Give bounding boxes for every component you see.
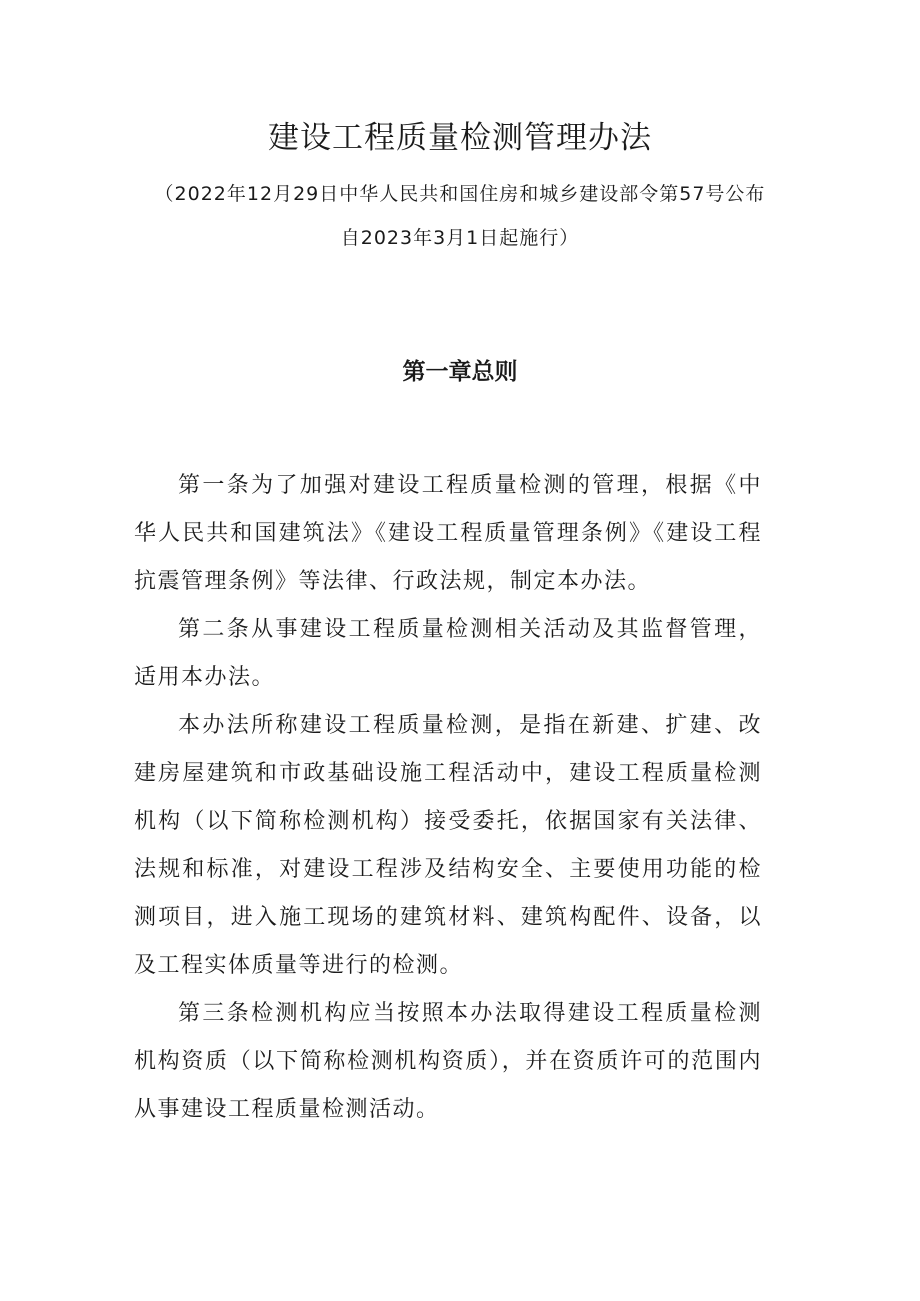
article-2-definition-paragraph: 本办法所称建设工程质量检测，是指在新建、扩建、改建房屋建筑和市政基础设施工程活动中，建设工程质量检测机构（以下简称检测机构）接受委托，依据国家有关法律、法规和标准，对建设工程涉及结构安全、主要使用功能的检测项目，进入施工现场的建筑材料、建筑构配件、设备，以及工程实体质量等进行的检测。 bbox=[134, 713, 762, 978]
article-3-paragraph: 第三条检测机构应当按照本办法取得建设工程质量检测机构资质（以下简称检测机构资质），并在资质许可的范围内从事建设工程质量检测活动。 bbox=[134, 1001, 762, 1122]
article-2-paragraph: 第二条从事建设工程质量检测相关活动及其监督管理，适用本办法。 bbox=[134, 617, 762, 690]
document-title: 建设工程质量检测管理办法 bbox=[268, 120, 652, 156]
chapter-title: 第一章总则 bbox=[402, 359, 518, 385]
publication-note-line-2: 自2023年3月1日起施行） bbox=[340, 227, 580, 249]
document-body bbox=[134, 462, 762, 1134]
article-1-paragraph: 第一条为了加强对建设工程质量检测的管理，根据《中华人民共和国建筑法》《建设工程质量管理条例》《建设工程抗震管理条例》等法律、行政法规，制定本办法。 bbox=[134, 473, 762, 594]
publication-note-line-1: （2022年12月29日中华人民共和国住房和城乡建设部令第57号公布 bbox=[154, 183, 766, 205]
